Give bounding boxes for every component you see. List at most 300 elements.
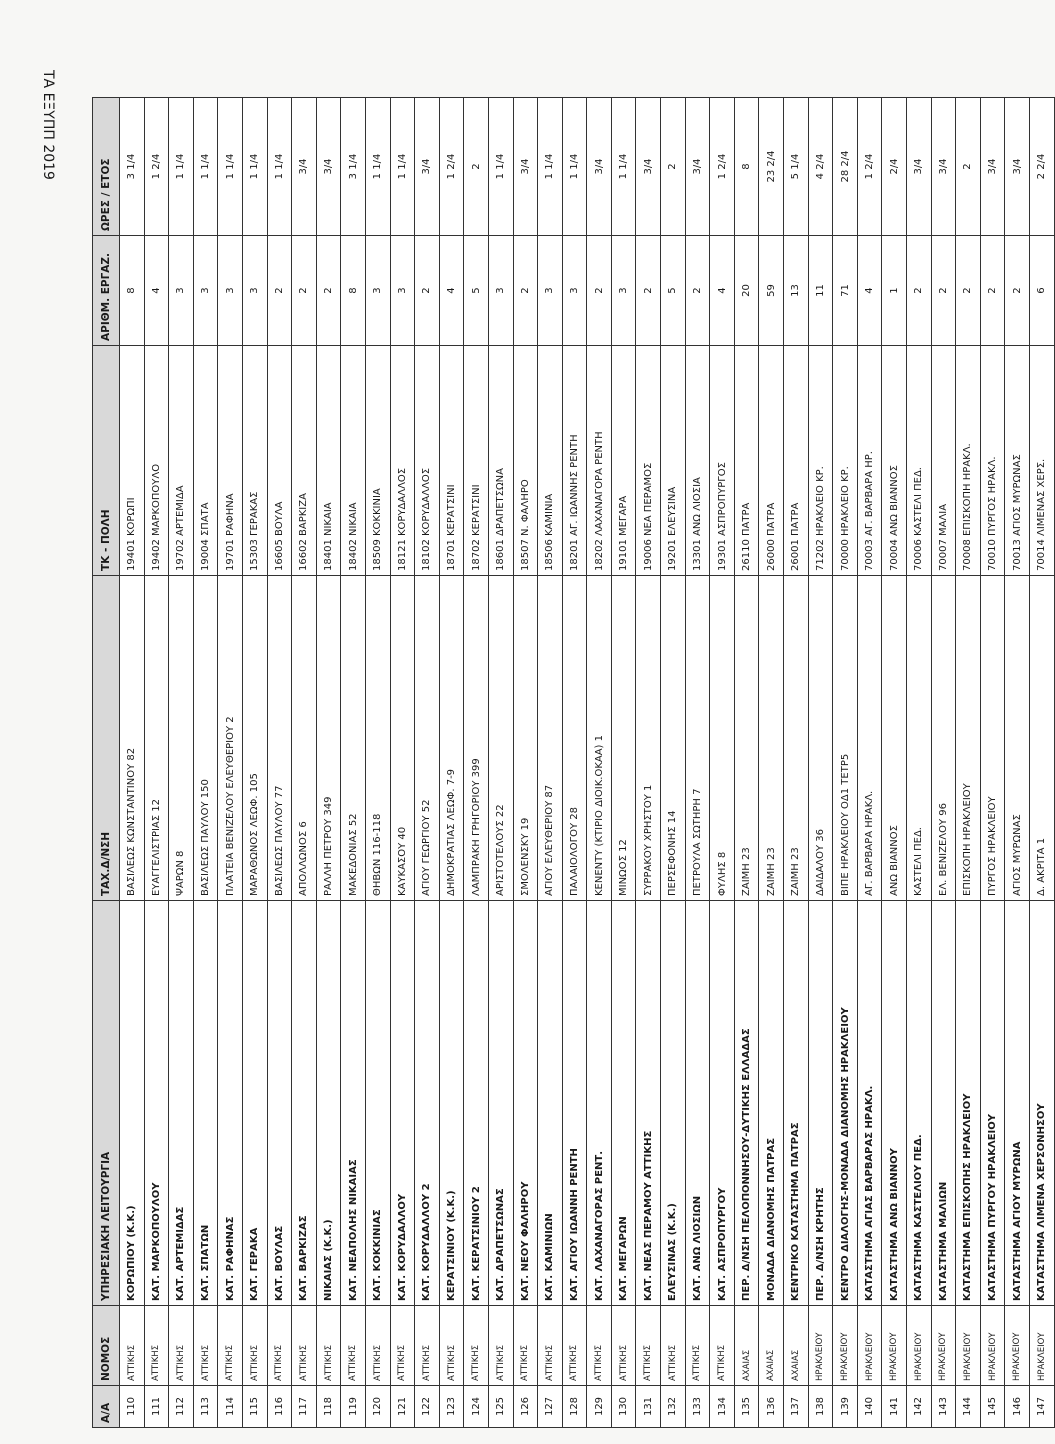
- table-row: [1029, 98, 1054, 1428]
- cell-postcode-city: 19006 ΝΕΑ ΠΕΡΑΜΟΣ: [636, 346, 661, 576]
- cell-employees: 3: [242, 236, 267, 346]
- table-row: [611, 98, 636, 1428]
- col-header-hours: ΩΡΕΣ / ΕΤΟΣ: [93, 98, 120, 236]
- cell-aa: 119: [341, 1386, 366, 1428]
- table-row: [956, 98, 981, 1428]
- cell-postcode-city: 18401 ΝΙΚΑΙΑ: [316, 346, 341, 576]
- data-table: [92, 97, 1055, 1428]
- table-row: [415, 98, 440, 1428]
- cell-service: ΠΕΡ. Δ/ΝΣΗ ΠΕΛΟΠΟΝΝΗΣΟΥ-ΔΥΤΙΚΗΣ ΕΛΛΑΔΑΣ: [734, 901, 759, 1306]
- cell-employees: 2: [292, 236, 317, 346]
- table-row: [685, 98, 710, 1428]
- table-row: [759, 98, 784, 1428]
- cell-nomos: ΗΡΑΚΛΕΙΟΥ: [1005, 1306, 1030, 1386]
- cell-hours: 3/4: [513, 98, 538, 236]
- table-row: [218, 98, 243, 1428]
- cell-postcode-city: 18102 ΚΟΡΥΔΑΛΛΟΣ: [415, 346, 440, 576]
- table-row: [710, 98, 735, 1428]
- cell-employees: 2: [316, 236, 341, 346]
- cell-employees: 2: [1005, 236, 1030, 346]
- cell-employees: 4: [857, 236, 882, 346]
- cell-nomos: ΑΤΤΙΚΗΣ: [464, 1306, 489, 1386]
- table-row: [120, 98, 145, 1428]
- cell-address: ΠΑΛΑΙΟΛΟΓΟΥ 28: [562, 576, 587, 901]
- table-row: [833, 98, 858, 1428]
- cell-hours: 1 2/4: [144, 98, 169, 236]
- cell-postcode-city: 15303 ΓΕΡΑΚΑΣ: [242, 346, 267, 576]
- cell-hours: 3/4: [636, 98, 661, 236]
- table-row: [513, 98, 538, 1428]
- cell-service: ΚΑΤ. ΑΡΤΕΜΙΔΑΣ: [169, 901, 194, 1306]
- cell-postcode-city: 70000 ΗΡΑΚΛΕΙΟ ΚΡ.: [833, 346, 858, 576]
- cell-service: ΚΑΤΑΣΤΗΜΑ ΚΑΣΤΕΛΙΟΥ ΠΕΔ.: [907, 901, 932, 1306]
- cell-employees: 13: [784, 236, 809, 346]
- cell-address: ΔΗΜΟΚΡΑΤΙΑΣ ΛΕΩΦ. 7-9: [439, 576, 464, 901]
- cell-employees: 6: [1029, 236, 1054, 346]
- table-row: [144, 98, 169, 1428]
- cell-nomos: ΑΧΑΙΑΣ: [734, 1306, 759, 1386]
- cell-aa: 111: [144, 1386, 169, 1428]
- cell-postcode-city: 18201 ΑΓ. ΙΩΑΝΝΗΣ ΡΕΝΤΗ: [562, 346, 587, 576]
- cell-hours: 3/4: [907, 98, 932, 236]
- cell-aa: 147: [1029, 1386, 1054, 1428]
- cell-nomos: ΗΡΑΚΛΕΙΟΥ: [956, 1306, 981, 1386]
- cell-address: ΚΑΣΤΕΛΙ ΠΕΔ.: [907, 576, 932, 901]
- cell-postcode-city: 18701 ΚΕΡΑΤΣΙΝΙ: [439, 346, 464, 576]
- cell-address: ΜΙΝΩΟΣ 12: [611, 576, 636, 901]
- cell-service: ΚΑΤ. ΝΕΑΠΟΛΗΣ ΝΙΚΑΙΑΣ: [341, 901, 366, 1306]
- cell-nomos: ΑΤΤΙΚΗΣ: [341, 1306, 366, 1386]
- cell-postcode-city: 70006 ΚΑΣΤΕΛΙ ΠΕΔ.: [907, 346, 932, 576]
- cell-postcode-city: 19402 ΜΑΡΚΟΠΟΥΛΟ: [144, 346, 169, 576]
- cell-service: ΜΟΝΑΔΑ ΔΙΑΝΟΜΗΣ ΠΑΤΡΑΣ: [759, 901, 784, 1306]
- cell-hours: 1 1/4: [365, 98, 390, 236]
- col-header-nomos: ΝΟΜΟΣ: [93, 1306, 120, 1386]
- cell-hours: 1 1/4: [488, 98, 513, 236]
- cell-postcode-city: 70010 ΠΥΡΓΟΣ ΗΡΑΚΛ.: [980, 346, 1005, 576]
- cell-nomos: ΗΡΑΚΛΕΙΟΥ: [808, 1306, 833, 1386]
- cell-postcode-city: 18601 ΔΡΑΠΕΤΣΩΝΑ: [488, 346, 513, 576]
- cell-address: ΒΑΣΙΛΕΩΣ ΠΑΥΛΟΥ 77: [267, 576, 292, 901]
- rotated-table-sheet: [92, 98, 1048, 1428]
- cell-nomos: ΑΤΤΙΚΗΣ: [513, 1306, 538, 1386]
- cell-address: ΔΑΙΔΑΛΟΥ 36: [808, 576, 833, 901]
- cell-employees: 4: [439, 236, 464, 346]
- cell-employees: 2: [956, 236, 981, 346]
- cell-nomos: ΑΤΤΙΚΗΣ: [562, 1306, 587, 1386]
- cell-aa: 141: [882, 1386, 907, 1428]
- cell-employees: 1: [882, 236, 907, 346]
- table-row: [464, 98, 489, 1428]
- cell-hours: 4 2/4: [808, 98, 833, 236]
- cell-employees: 2: [415, 236, 440, 346]
- cell-nomos: ΑΤΤΙΚΗΣ: [242, 1306, 267, 1386]
- cell-postcode-city: 19701 ΡΑΦΗΝΑ: [218, 346, 243, 576]
- cell-employees: 3: [193, 236, 218, 346]
- cell-address: ΜΑΡΑΘΩΝΟΣ ΛΕΩΦ. 105: [242, 576, 267, 901]
- cell-service: ΚΑΤ. ΜΕΓΑΡΩΝ: [611, 901, 636, 1306]
- cell-aa: 115: [242, 1386, 267, 1428]
- col-header-address: ΤΑΧ.Δ/ΝΣΗ: [93, 576, 120, 901]
- cell-employees: 71: [833, 236, 858, 346]
- cell-employees: 3: [562, 236, 587, 346]
- cell-postcode-city: 26000 ΠΑΤΡΑ: [759, 346, 784, 576]
- cell-aa: 113: [193, 1386, 218, 1428]
- cell-postcode-city: 70014 ΛΙΜΕΝΑΣ ΧΕΡΣ.: [1029, 346, 1054, 576]
- table-row: [341, 98, 366, 1428]
- cell-postcode-city: 16605 ΒΟΥΛΑ: [267, 346, 292, 576]
- cell-address: ΛΑΜΠΡΑΚΗ ΓΡΗΓΟΡΙΟΥ 399: [464, 576, 489, 901]
- cell-hours: 1 1/4: [538, 98, 563, 236]
- cell-employees: 3: [488, 236, 513, 346]
- cell-employees: 3: [390, 236, 415, 346]
- cell-service: ΠΕΡ. Δ/ΝΣΗ ΚΡΗΤΗΣ: [808, 901, 833, 1306]
- cell-aa: 126: [513, 1386, 538, 1428]
- cell-aa: 134: [710, 1386, 735, 1428]
- cell-service: ΚΑΤ. ΚΟΡΥΔΑΛΛΟΥ 2: [415, 901, 440, 1306]
- cell-aa: 145: [980, 1386, 1005, 1428]
- cell-employees: 4: [144, 236, 169, 346]
- cell-aa: 129: [587, 1386, 612, 1428]
- cell-hours: 1 1/4: [193, 98, 218, 236]
- cell-employees: 8: [341, 236, 366, 346]
- cell-nomos: ΑΤΤΙΚΗΣ: [218, 1306, 243, 1386]
- cell-hours: 3 1/4: [341, 98, 366, 236]
- table-header-row: [93, 98, 120, 1428]
- cell-hours: 3/4: [415, 98, 440, 236]
- cell-aa: 135: [734, 1386, 759, 1428]
- cell-employees: 3: [169, 236, 194, 346]
- cell-aa: 125: [488, 1386, 513, 1428]
- cell-service: ΚΑΤΑΣΤΗΜΑ ΜΑΛΙΩΝ: [931, 901, 956, 1306]
- cell-address: ΜΑΚΕΔΟΝΙΑΣ 52: [341, 576, 366, 901]
- cell-address: ΚΑΥΚΑΣΟΥ 40: [390, 576, 415, 901]
- table-row: [808, 98, 833, 1428]
- footer-title: ΤΑ ΕΞΥΠΠ 2019: [40, 70, 56, 180]
- cell-postcode-city: 18509 ΚΟΚΚΙΝΙΑ: [365, 346, 390, 576]
- cell-postcode-city: 18506 ΚΑΜΙΝΙΑ: [538, 346, 563, 576]
- cell-postcode-city: 13301 ΑΝΩ ΛΙΟΣΙΑ: [685, 346, 710, 576]
- cell-hours: 2/4: [882, 98, 907, 236]
- cell-address: ΖΑΙΜΗ 23: [784, 576, 809, 901]
- cell-hours: 1 2/4: [439, 98, 464, 236]
- cell-service: ΚΑΤ. ΚΕΡΑΤΣΙΝΙΟΥ 2: [464, 901, 489, 1306]
- cell-nomos: ΗΡΑΚΛΕΙΟΥ: [1029, 1306, 1054, 1386]
- table-row: [439, 98, 464, 1428]
- cell-service: ΚΑΤ. ΚΟΡΥΔΑΛΛΟΥ: [390, 901, 415, 1306]
- cell-address: ΣΥΡΡΑΚΟΥ ΧΡΗΣΤΟΥ 1: [636, 576, 661, 901]
- cell-service: ΚΑΤΑΣΤΗΜΑ ΑΓΙΑΣ ΒΑΡΒΑΡΑΣ ΗΡΑΚΛ.: [857, 901, 882, 1306]
- col-header-service: ΥΠΗΡΕΣΙΑΚΗ ΛΕΙΤΟΥΡΓΙΑ: [93, 901, 120, 1306]
- cell-nomos: ΑΤΤΙΚΗΣ: [193, 1306, 218, 1386]
- table-row: [169, 98, 194, 1428]
- table-row: [390, 98, 415, 1428]
- cell-nomos: ΑΧΑΙΑΣ: [784, 1306, 809, 1386]
- cell-aa: 122: [415, 1386, 440, 1428]
- cell-hours: 3 1/4: [120, 98, 145, 236]
- table-row: [882, 98, 907, 1428]
- cell-nomos: ΑΤΤΙΚΗΣ: [538, 1306, 563, 1386]
- cell-postcode-city: 19401 ΚΟΡΩΠΙ: [120, 346, 145, 576]
- cell-postcode-city: 26110 ΠΑΤΡΑ: [734, 346, 759, 576]
- cell-hours: 23 2/4: [759, 98, 784, 236]
- cell-nomos: ΗΡΑΚΛΕΙΟΥ: [980, 1306, 1005, 1386]
- cell-postcode-city: 70007 ΜΑΛΙΑ: [931, 346, 956, 576]
- cell-address: ΘΗΒΩΝ 116-118: [365, 576, 390, 901]
- cell-hours: 1 1/4: [611, 98, 636, 236]
- cell-address: ΑΡΙΣΤΟΤΕΛΟΥΣ 22: [488, 576, 513, 901]
- cell-aa: 139: [833, 1386, 858, 1428]
- cell-hours: 1 1/4: [267, 98, 292, 236]
- cell-aa: 137: [784, 1386, 809, 1428]
- cell-address: ΒΑΣΙΛΕΩΣ ΠΑΥΛΟΥ 150: [193, 576, 218, 901]
- cell-hours: 1 2/4: [710, 98, 735, 236]
- cell-address: ΨΑΡΩΝ 8: [169, 576, 194, 901]
- cell-address: ΠΥΡΓΟΣ ΗΡΑΚΛΕΙΟΥ: [980, 576, 1005, 901]
- cell-address: ΑΝΩ ΒΙΑΝΝΟΣ: [882, 576, 907, 901]
- cell-postcode-city: 70004 ΑΝΩ ΒΙΑΝΝΟΣ: [882, 346, 907, 576]
- cell-postcode-city: 16602 ΒΑΡΚΙΖΑ: [292, 346, 317, 576]
- cell-service: ΚΑΤ. ΛΑΧΑΝΑΓΟΡΑΣ ΡΕΝΤ.: [587, 901, 612, 1306]
- table-row: [488, 98, 513, 1428]
- cell-aa: 123: [439, 1386, 464, 1428]
- cell-address: ΣΜΟΛΕΝΣΚΥ 19: [513, 576, 538, 901]
- cell-postcode-city: 19201 ΕΛΕΥΣΙΝΑ: [661, 346, 686, 576]
- cell-nomos: ΑΧΑΙΑΣ: [759, 1306, 784, 1386]
- cell-employees: 2: [636, 236, 661, 346]
- cell-hours: 1 2/4: [857, 98, 882, 236]
- cell-service: ΚΕΡΑΤΣΙΝΙΟΥ (Κ.Κ.): [439, 901, 464, 1306]
- cell-service: ΚΑΤ. ΑΣΠΡΟΠΥΡΓΟΥ: [710, 901, 735, 1306]
- cell-aa: 117: [292, 1386, 317, 1428]
- cell-aa: 130: [611, 1386, 636, 1428]
- col-header-aa: Α/Α: [93, 1386, 120, 1428]
- cell-service: ΚΟΡΩΠΙΟΥ (Κ.Κ.): [120, 901, 145, 1306]
- cell-postcode-city: 70003 ΑΓ. ΒΑΡΒΑΡΑ ΗΡ.: [857, 346, 882, 576]
- table-row: [562, 98, 587, 1428]
- cell-postcode-city: 19101 ΜΕΓΑΡΑ: [611, 346, 636, 576]
- cell-service: ΚΑΤ. ΑΝΩ ΛΙΟΣΙΩΝ: [685, 901, 710, 1306]
- cell-hours: 1 1/4: [218, 98, 243, 236]
- cell-aa: 124: [464, 1386, 489, 1428]
- cell-aa: 121: [390, 1386, 415, 1428]
- cell-postcode-city: 71202 ΗΡΑΚΛΕΙΟ ΚΡ.: [808, 346, 833, 576]
- cell-postcode-city: 18202 ΛΑΧΑΝΑΓΟΡΑ ΡΕΝΤΗ: [587, 346, 612, 576]
- table-row: [734, 98, 759, 1428]
- cell-hours: 3/4: [292, 98, 317, 236]
- table-row: [784, 98, 809, 1428]
- cell-nomos: ΑΤΤΙΚΗΣ: [710, 1306, 735, 1386]
- cell-address: ΑΓ. ΒΑΡΒΑΡΑ ΗΡΑΚΛ.: [857, 576, 882, 901]
- cell-postcode-city: 70008 ΕΠΙΣΚΟΠΗ ΗΡΑΚΛ.: [956, 346, 981, 576]
- cell-employees: 2: [685, 236, 710, 346]
- cell-employees: 3: [218, 236, 243, 346]
- cell-service: ΚΕΝΤΡΟ ΔΙΑΛΟΓΗΣ-ΜΟΝΑΔΑ ΔΙΑΝΟΜΗΣ ΗΡΑΚΛΕΙΟΥ: [833, 901, 858, 1306]
- table-row: [538, 98, 563, 1428]
- table-row: [587, 98, 612, 1428]
- cell-hours: 1 1/4: [562, 98, 587, 236]
- table-row: [316, 98, 341, 1428]
- col-header-employees: ΑΡΙΘΜ. ΕΡΓΑΖ.: [93, 236, 120, 346]
- cell-hours: 3/4: [685, 98, 710, 236]
- table-row: [907, 98, 932, 1428]
- cell-postcode-city: 18507 Ν. ΦΑΛΗΡΟ: [513, 346, 538, 576]
- cell-employees: 2: [980, 236, 1005, 346]
- cell-employees: 3: [538, 236, 563, 346]
- cell-address: ΕΛ. ΒΕΝΙΖΕΛΟΥ 96: [931, 576, 956, 901]
- cell-postcode-city: 19301 ΑΣΠΡΟΠΥΡΓΟΣ: [710, 346, 735, 576]
- cell-service: ΚΑΤ. ΜΑΡΚΟΠΟΥΛΟΥ: [144, 901, 169, 1306]
- cell-nomos: ΗΡΑΚΛΕΙΟΥ: [931, 1306, 956, 1386]
- table-body: [120, 98, 1055, 1428]
- cell-address: ΕΠΙΣΚΟΠΗ ΗΡΑΚΛΕΙΟΥ: [956, 576, 981, 901]
- cell-hours: 3/4: [931, 98, 956, 236]
- cell-employees: 59: [759, 236, 784, 346]
- cell-nomos: ΑΤΤΙΚΗΣ: [267, 1306, 292, 1386]
- cell-hours: 3/4: [316, 98, 341, 236]
- cell-address: ΡΑΛΛΗ ΠΕΤΡΟΥ 349: [316, 576, 341, 901]
- cell-address: ΠΛΑΤΕΙΑ ΒΕΝΙΖΕΛΟΥ ΕΛΕΥΘΕΡΙΟΥ 2: [218, 576, 243, 901]
- cell-employees: 8: [120, 236, 145, 346]
- cell-postcode-city: 18121 ΚΟΡΥΔΑΛΛΟΣ: [390, 346, 415, 576]
- cell-nomos: ΑΤΤΙΚΗΣ: [587, 1306, 612, 1386]
- cell-postcode-city: 19004 ΣΠΑΤΑ: [193, 346, 218, 576]
- cell-aa: 136: [759, 1386, 784, 1428]
- cell-service: ΚΑΤΑΣΤΗΜΑ ΑΝΩ ΒΙΑΝΝΟΥ: [882, 901, 907, 1306]
- cell-service: ΕΛΕΥΣΙΝΑΣ (Κ.Κ.): [661, 901, 686, 1306]
- cell-aa: 120: [365, 1386, 390, 1428]
- cell-hours: 3/4: [1005, 98, 1030, 236]
- cell-employees: 4: [710, 236, 735, 346]
- cell-service: ΝΙΚΑΙΑΣ (Κ.Κ.): [316, 901, 341, 1306]
- cell-service: ΚΑΤ. ΣΠΑΤΩΝ: [193, 901, 218, 1306]
- cell-nomos: ΑΤΤΙΚΗΣ: [488, 1306, 513, 1386]
- cell-service: ΚΑΤΑΣΤΗΜΑ ΑΓΙΟΥ ΜΥΡΩΝΑ: [1005, 901, 1030, 1306]
- table-row: [636, 98, 661, 1428]
- cell-hours: 3/4: [980, 98, 1005, 236]
- cell-employees: 20: [734, 236, 759, 346]
- cell-address: ΒΙΠΕ ΗΡΑΚΛΕΙΟΥ ΟΔ1 ΤΕΤΡ5: [833, 576, 858, 901]
- cell-nomos: ΗΡΑΚΛΕΙΟΥ: [857, 1306, 882, 1386]
- cell-address: ΑΠΟΛΛΩΝΟΣ 6: [292, 576, 317, 901]
- cell-aa: 114: [218, 1386, 243, 1428]
- cell-aa: 112: [169, 1386, 194, 1428]
- cell-address: ΖΑΙΜΗ 23: [759, 576, 784, 901]
- cell-employees: 5: [464, 236, 489, 346]
- cell-nomos: ΑΤΤΙΚΗΣ: [636, 1306, 661, 1386]
- cell-postcode-city: 19702 ΑΡΤΕΜΙΔΑ: [169, 346, 194, 576]
- cell-aa: 138: [808, 1386, 833, 1428]
- cell-nomos: ΑΤΤΙΚΗΣ: [611, 1306, 636, 1386]
- cell-address: ΖΑΙΜΗ 23: [734, 576, 759, 901]
- cell-aa: 140: [857, 1386, 882, 1428]
- cell-address: ΑΓΙΟΥ ΕΛΕΥΘΕΡΙΟΥ 87: [538, 576, 563, 901]
- cell-aa: 144: [956, 1386, 981, 1428]
- cell-nomos: ΑΤΤΙΚΗΣ: [144, 1306, 169, 1386]
- table-row: [857, 98, 882, 1428]
- cell-nomos: ΗΡΑΚΛΕΙΟΥ: [882, 1306, 907, 1386]
- cell-nomos: ΑΤΤΙΚΗΣ: [365, 1306, 390, 1386]
- cell-address: ΑΓΙΟΣ ΜΥΡΩΝΑΣ: [1005, 576, 1030, 901]
- cell-nomos: ΑΤΤΙΚΗΣ: [685, 1306, 710, 1386]
- table-row: [931, 98, 956, 1428]
- cell-hours: 1 1/4: [390, 98, 415, 236]
- table-row: [292, 98, 317, 1428]
- cell-aa: 132: [661, 1386, 686, 1428]
- cell-postcode-city: 70013 ΑΓΙΟΣ ΜΥΡΩΝΑΣ: [1005, 346, 1030, 576]
- cell-hours: 28 2/4: [833, 98, 858, 236]
- table-row: [193, 98, 218, 1428]
- table-row: [980, 98, 1005, 1428]
- cell-service: ΚΑΤ. ΡΑΦΗΝΑΣ: [218, 901, 243, 1306]
- cell-address: ΠΕΤΡΟΥΛΑ ΣΩΤΗΡΗ 7: [685, 576, 710, 901]
- cell-hours: 1 1/4: [169, 98, 194, 236]
- cell-address: Δ. ΑΚΡΙΤΑ 1: [1029, 576, 1054, 901]
- cell-nomos: ΑΤΤΙΚΗΣ: [169, 1306, 194, 1386]
- cell-hours: 8: [734, 98, 759, 236]
- col-header-postcode-city: ΤΚ - ΠΟΛΗ: [93, 346, 120, 576]
- cell-nomos: ΑΤΤΙΚΗΣ: [661, 1306, 686, 1386]
- cell-aa: 127: [538, 1386, 563, 1428]
- cell-employees: 5: [661, 236, 686, 346]
- cell-service: ΚΑΤΑΣΤΗΜΑ ΠΥΡΓΟΥ ΗΡΑΚΛΕΙΟΥ: [980, 901, 1005, 1306]
- cell-address: ΠΕΡΣΕΦΟΝΗΣ 14: [661, 576, 686, 901]
- table-row: [661, 98, 686, 1428]
- cell-service: ΚΑΤ. ΓΕΡΑΚΑ: [242, 901, 267, 1306]
- cell-nomos: ΑΤΤΙΚΗΣ: [390, 1306, 415, 1386]
- cell-aa: 142: [907, 1386, 932, 1428]
- cell-address: ΑΓΙΟΥ ΓΕΩΡΓΙΟΥ 52: [415, 576, 440, 901]
- cell-aa: 116: [267, 1386, 292, 1428]
- cell-hours: 2: [956, 98, 981, 236]
- cell-employees: 2: [267, 236, 292, 346]
- cell-service: ΚΑΤ. ΚΑΜΙΝΙΩΝ: [538, 901, 563, 1306]
- cell-employees: 2: [907, 236, 932, 346]
- cell-aa: 133: [685, 1386, 710, 1428]
- cell-address: ΚΕΝΕΝΤΥ (ΚΤΙΡΙΟ ΔΙΟΙΚ.ΟΚΑΑ) 1: [587, 576, 612, 901]
- cell-service: ΚΑΤ. ΝΕΟΥ ΦΑΛΗΡΟΥ: [513, 901, 538, 1306]
- table-row: [267, 98, 292, 1428]
- cell-aa: 118: [316, 1386, 341, 1428]
- cell-hours: 1 1/4: [242, 98, 267, 236]
- cell-service: ΚΑΤ. ΝΕΑΣ ΠΕΡΑΜΟΥ ΑΤΤΙΚΗΣ: [636, 901, 661, 1306]
- cell-aa: 128: [562, 1386, 587, 1428]
- cell-hours: 5 1/4: [784, 98, 809, 236]
- cell-aa: 131: [636, 1386, 661, 1428]
- cell-postcode-city: 26001 ΠΑΤΡΑ: [784, 346, 809, 576]
- table-row: [365, 98, 390, 1428]
- cell-address: ΦΥΛΗΣ 8: [710, 576, 735, 901]
- cell-aa: 110: [120, 1386, 145, 1428]
- cell-postcode-city: 18702 ΚΕΡΑΤΣΙΝΙ: [464, 346, 489, 576]
- cell-nomos: ΑΤΤΙΚΗΣ: [439, 1306, 464, 1386]
- cell-hours: 2 2/4: [1029, 98, 1054, 236]
- cell-service: ΚΑΤΑΣΤΗΜΑ ΛΙΜΕΝΑ ΧΕΡΣΟΝΗΣΟΥ: [1029, 901, 1054, 1306]
- cell-service: ΚΕΝΤΡΙΚΟ ΚΑΤΑΣΤΗΜΑ ΠΑΤΡΑΣ: [784, 901, 809, 1306]
- cell-nomos: ΗΡΑΚΛΕΙΟΥ: [833, 1306, 858, 1386]
- cell-employees: 2: [931, 236, 956, 346]
- cell-service: ΚΑΤ. ΒΑΡΚΙΖΑΣ: [292, 901, 317, 1306]
- cell-hours: 3/4: [587, 98, 612, 236]
- cell-nomos: ΑΤΤΙΚΗΣ: [292, 1306, 317, 1386]
- cell-service: ΚΑΤ. ΚΟΚΚΙΝΙΑΣ: [365, 901, 390, 1306]
- cell-nomos: ΑΤΤΙΚΗΣ: [316, 1306, 341, 1386]
- table-row: [1005, 98, 1030, 1428]
- cell-service: ΚΑΤ. ΔΡΑΠΕΤΣΩΝΑΣ: [488, 901, 513, 1306]
- cell-postcode-city: 18402 ΝΙΚΑΙΑ: [341, 346, 366, 576]
- cell-address: ΒΑΣΙΛΕΩΣ ΚΩΝΣΤΑΝΤΙΝΟΥ 82: [120, 576, 145, 901]
- cell-nomos: ΑΤΤΙΚΗΣ: [120, 1306, 145, 1386]
